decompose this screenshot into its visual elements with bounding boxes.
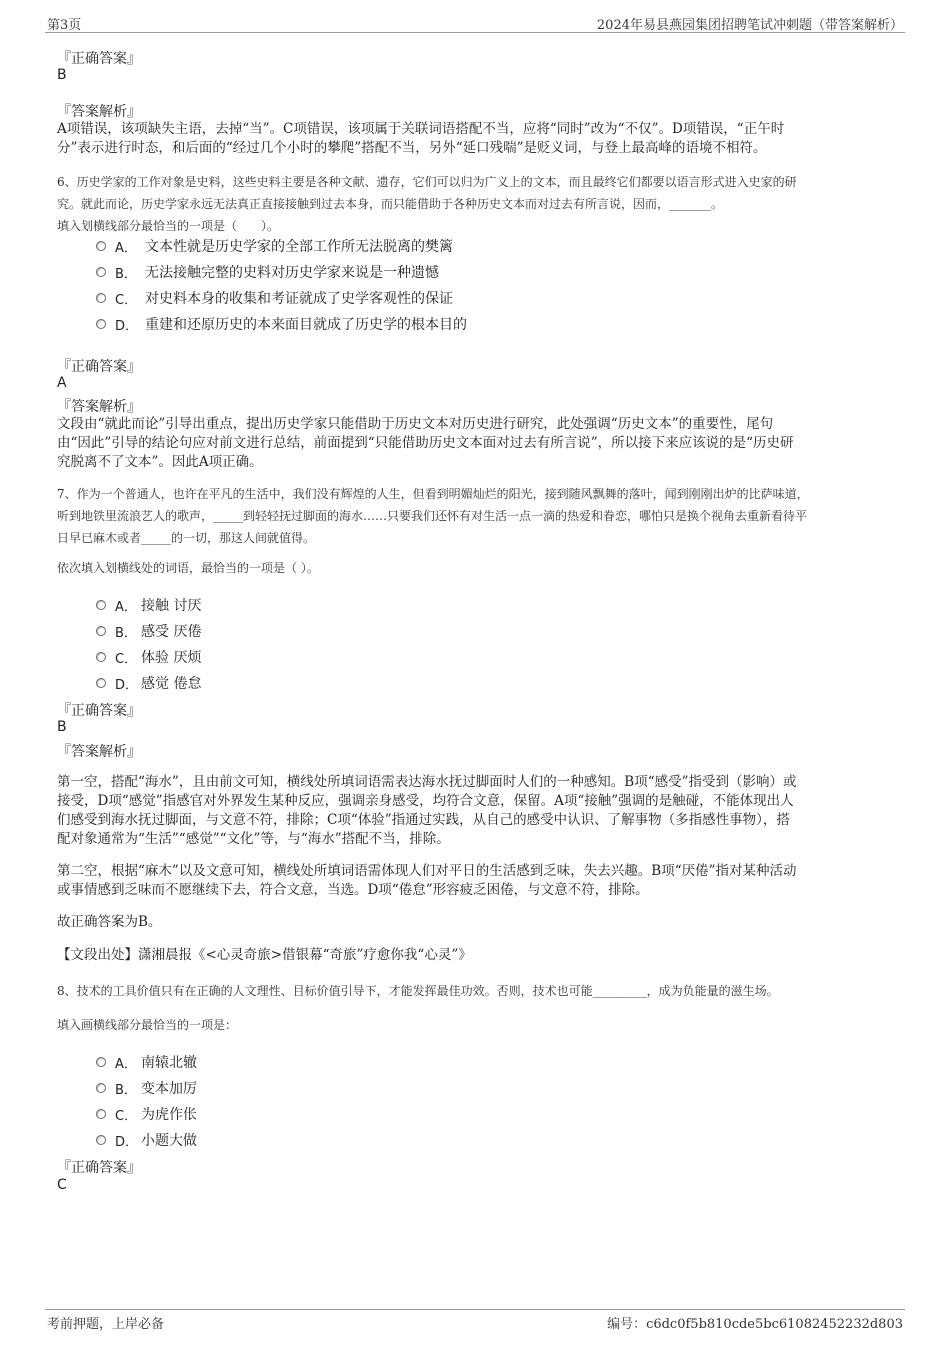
radio-button[interactable] <box>96 241 106 251</box>
radio-button[interactable] <box>96 1083 106 1093</box>
correct-answer-label: 『正确答案』 <box>57 359 141 375</box>
radio-button[interactable] <box>96 600 106 610</box>
radio-button[interactable] <box>96 652 106 662</box>
correct-answer-label: 『正确答案』 <box>57 51 141 67</box>
correct-answer-label: 『正确答案』 <box>57 1160 141 1176</box>
option-c[interactable]: C． 体验 厌烦 <box>96 647 201 667</box>
analysis-label: 『答案解析』 <box>57 104 141 120</box>
header-divider <box>45 32 905 33</box>
option-b[interactable]: B． 变本加厉 <box>96 1078 197 1098</box>
question-stem: 8、技术的工具价值只有在正确的人文理性、目标价值引导下，才能发挥最佳功效。否则，技术也可能_________，成为负能量的滋生场。 <box>57 984 779 998</box>
correct-answer-value: A <box>57 375 67 391</box>
analysis-label: 『答案解析』 <box>57 399 141 415</box>
question-stem: 6、历史学家的工作对象是史料，这些史料主要是各种文献、遗存，它们可以归为广义上的文本，而且最终它们都要以语言形式进入史家的研 究。就此而论，历史学家永远无法真正直接接触到过去本身，而只能借助于各种历史文本而对过去有所言说，因而，_______。 填入划横线部分最恰当的一项是（ ）。 <box>57 175 797 233</box>
analysis-text: A项错误，该项缺失主语，去掉“当”。C项错误，该项属于关联词语搭配不当，应将“同时”改为“不仅”。D项错误，“正午时 分”表示进行时态，和后面的“经过几个小时的攀爬”搭配不当，另外“延口残喘”是贬义词，与登上最高峰的语境不相符。 <box>57 121 785 156</box>
question-prompt: 填入画横线部分最恰当的一项是： <box>57 1018 238 1032</box>
correct-answer-label: 『正确答案』 <box>57 703 141 719</box>
analysis-label: 『答案解析』 <box>57 744 141 760</box>
option-c[interactable]: C． 为虎作伥 <box>96 1104 197 1124</box>
radio-button[interactable] <box>96 678 106 688</box>
option-d[interactable]: D． 小题大做 <box>96 1130 197 1150</box>
correct-answer-value: B <box>57 719 67 735</box>
footer-divider <box>45 1309 905 1310</box>
radio-button[interactable] <box>96 1109 106 1119</box>
page-number: 第3页 <box>47 18 82 33</box>
radio-button[interactable] <box>96 1057 106 1067</box>
radio-button[interactable] <box>96 293 106 303</box>
correct-answer-value: C <box>57 1177 67 1193</box>
option-d[interactable]: D． 感觉 倦怠 <box>96 673 201 693</box>
option-c[interactable]: C． 对史料本身的收集和考证就成了史学客观性的保证 <box>96 288 453 308</box>
document-code: 编号：c6dc0f5b810cde5bc61082452232d803 <box>607 1317 903 1332</box>
option-a[interactable]: A． 接触 讨厌 <box>96 595 201 615</box>
conclusion-text: 故正确答案为B。 <box>57 914 162 930</box>
option-b[interactable]: B． 无法接触完整的史料对历史学家来说是一种遗憾 <box>96 262 439 282</box>
option-a[interactable]: A． 南辕北辙 <box>96 1052 197 1072</box>
correct-answer-value: B <box>57 67 67 83</box>
option-a[interactable]: A． 文本性就是历史学家的全部工作所无法脱离的樊篱 <box>96 236 453 256</box>
radio-button[interactable] <box>96 319 106 329</box>
source-citation: 【文段出处】潇湘晨报《<心灵奇旅>借银幕“奇旅”疗愈你我“心灵”》 <box>57 947 472 963</box>
option-b[interactable]: B． 感受 厌倦 <box>96 621 201 641</box>
radio-button[interactable] <box>96 267 106 277</box>
analysis-text: 文段由“就此而论”引导出重点，提出历史学家只能借助于历史文本对历史进行研究，此处强调“历史文本”的重要性，尾句 由“因此”引导的结论句应对前文进行总结，前面提到“只能借助历史文本面对过去有所言说”，所以接下来应该说的是“历史研 究脱离不了文本”。因此A项正确。 <box>57 416 794 470</box>
analysis-text: 第二空，根据“麻木”以及文意可知，横线处所填词语需体现人们对平日的生活感到乏味，失去兴趣。B项“厌倦”指对某种活动 或事情感到乏味而不愿继续下去，符合文意，当选。D项“倦怠”形容疲乏困倦，与文意不符，排除。 <box>57 863 797 898</box>
question-prompt: 依次填入划横线处的词语，最恰当的一项是（ ）。 <box>57 561 319 575</box>
document-title: 2024年易县燕园集团招聘笔试冲刺题（带答案解析） <box>596 18 903 33</box>
radio-button[interactable] <box>96 1135 106 1145</box>
footer-slogan: 考前押题，上岸必备 <box>47 1317 165 1332</box>
question-stem: 7、作为一个普通人，也许在平凡的生活中，我们没有辉煌的人生，但看到明媚灿烂的阳光，接到随风飘舞的落叶，闻到刚刚出炉的比萨味道， 听到地铁里流浪艺人的歌声，_____到轻轻抚过脚面的海水……只要我们还怀有对生活一点一滴的热爱和眷恋，哪怕只是换个视角去重新看待平 日早已麻木或者_____的一切，那这人间就值得。 <box>57 487 809 545</box>
analysis-text: 第一空，搭配“海水”，且由前文可知，横线处所填词语需表达海水抚过脚面时人们的一种感知。B项“感受”指受到（影响）或 接受，D项“感觉”指感官对外界发生某种反应，强调亲身感受，均符合文意，保留。A项“接触”强调的是触碰，不能体现出人 们感受到海水抚过脚面，与文意不符，排除；C项“体验”指通过实践，从自己的感受中认识、了解事物（多指感性事物），搭 配对象通常为“生活”“感觉”“文化”等，与“海水”搭配不当，排除。 <box>57 774 797 847</box>
option-d[interactable]: D． 重建和还原历史的本来面目就成了历史学的根本目的 <box>96 314 467 334</box>
radio-button[interactable] <box>96 626 106 636</box>
